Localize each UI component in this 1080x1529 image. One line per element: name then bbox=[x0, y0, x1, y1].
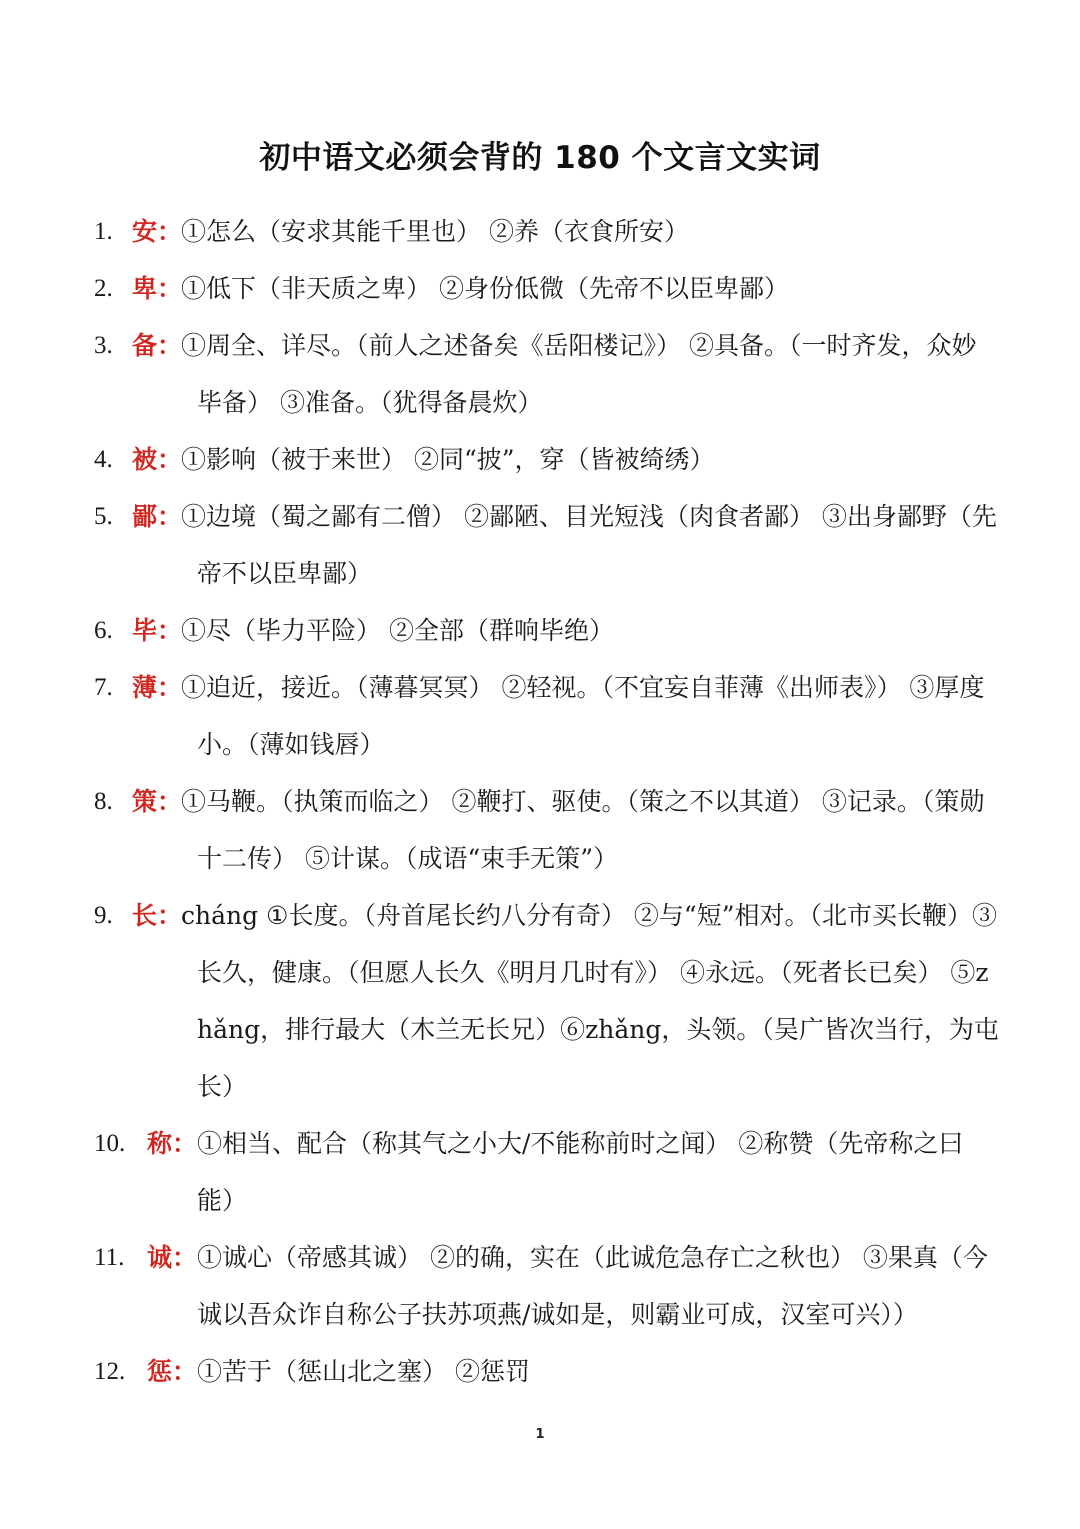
list-item bbox=[0, 773, 1080, 887]
entry-headword: 卑： bbox=[132, 274, 183, 303]
entry-headword: 鄙： bbox=[132, 502, 183, 531]
entry-definition: ①诚心（帝感其诚） ②的确，实在（此诚危急存亡之秋也） ③果真（今诚以吾众诈自称公子扶苏项燕/诚如是，则霸业可成，汉室可兴）） bbox=[197, 1243, 988, 1329]
entry-list bbox=[0, 203, 1080, 1400]
entry-number: 2. bbox=[94, 275, 113, 302]
page-number: 1 bbox=[535, 1427, 545, 1442]
list-item bbox=[0, 887, 1080, 1115]
entry-number: 1. bbox=[94, 218, 113, 245]
list-item bbox=[0, 431, 1080, 488]
list-item bbox=[0, 1229, 1080, 1343]
list-item bbox=[0, 659, 1080, 773]
entry-headword: 惩： bbox=[147, 1357, 198, 1386]
entry-definition: cháng ①长度。（舟首尾长约八分有奇） ②与“短”相对。（北市买长鞭）③长久，健康。（但愿人长久《明月几时有》） ④永远。（死者长已矣） ⑤zhǎng，排行最大（木兰无长兄）⑥zhǎng，头领。（吴广皆次当行，为屯长） bbox=[181, 901, 999, 1101]
entry-definition: ①苦于（惩山北之塞） ②惩罚 bbox=[197, 1357, 530, 1386]
entry-headword: 诚： bbox=[147, 1243, 198, 1272]
list-item bbox=[0, 488, 1080, 602]
entry-definition: ①怎么（安求其能千里也） ②养（衣食所安） bbox=[181, 217, 689, 246]
list-item bbox=[0, 260, 1080, 317]
entry-definition: ①相当、配合（称其气之小大/不能称前时之闻） ②称赞（先帝称之曰能） bbox=[197, 1129, 964, 1215]
list-item bbox=[0, 1343, 1080, 1400]
entry-number: 7. bbox=[94, 674, 113, 701]
entry-number: 9. bbox=[94, 902, 113, 929]
entry-headword: 薄： bbox=[132, 673, 183, 702]
entry-headword: 策： bbox=[132, 787, 183, 816]
entry-definition: ①马鞭。（执策而临之） ②鞭打、驱使。（策之不以其道） ③记录。（策勋十二传） ⑤计谋。（成语“束手无策”） bbox=[181, 787, 985, 873]
entry-definition: ①周全、详尽。（前人之述备矣《岳阳楼记》） ②具备。（一时齐发，众妙毕备） ③准备。（犹得备晨炊） bbox=[181, 331, 977, 417]
entry-number: 8. bbox=[94, 788, 113, 815]
entry-headword: 毕： bbox=[132, 616, 183, 645]
entry-number: 11. bbox=[94, 1244, 125, 1271]
entry-number: 4. bbox=[94, 446, 113, 473]
list-item bbox=[0, 203, 1080, 260]
entry-headword: 被： bbox=[132, 445, 183, 474]
entry-number: 10. bbox=[94, 1130, 126, 1157]
list-item bbox=[0, 317, 1080, 431]
entry-headword: 安： bbox=[132, 217, 183, 246]
entry-number: 5. bbox=[94, 503, 113, 530]
entry-number: 3. bbox=[94, 332, 113, 359]
entry-headword: 备： bbox=[132, 331, 183, 360]
entry-definition: ①尽（毕力平险） ②全部（群响毕绝） bbox=[181, 616, 614, 645]
entry-definition: ①边境（蜀之鄙有二僧） ②鄙陋、目光短浅（肉食者鄙） ③出身鄙野（先帝不以臣卑鄙） bbox=[181, 502, 997, 588]
entry-headword: 长： bbox=[132, 901, 183, 930]
list-item bbox=[0, 1115, 1080, 1229]
entry-definition: ①迫近，接近。（薄暮冥冥） ②轻视。（不宜妄自菲薄《出师表》） ③厚度小。（薄如钱唇） bbox=[181, 673, 985, 759]
list-item bbox=[0, 602, 1080, 659]
entry-number: 6. bbox=[94, 617, 113, 644]
entry-headword: 称： bbox=[147, 1129, 198, 1158]
page-title: 初中语文必须会背的 180 个文言文实词 bbox=[259, 140, 821, 176]
entry-number: 12. bbox=[94, 1358, 126, 1385]
entry-definition: ①影响（被于来世） ②同“披”，穿（皆被绮绣） bbox=[181, 445, 715, 474]
entry-definition: ①低下（非天质之卑） ②身份低微（先帝不以臣卑鄙） bbox=[181, 274, 789, 303]
